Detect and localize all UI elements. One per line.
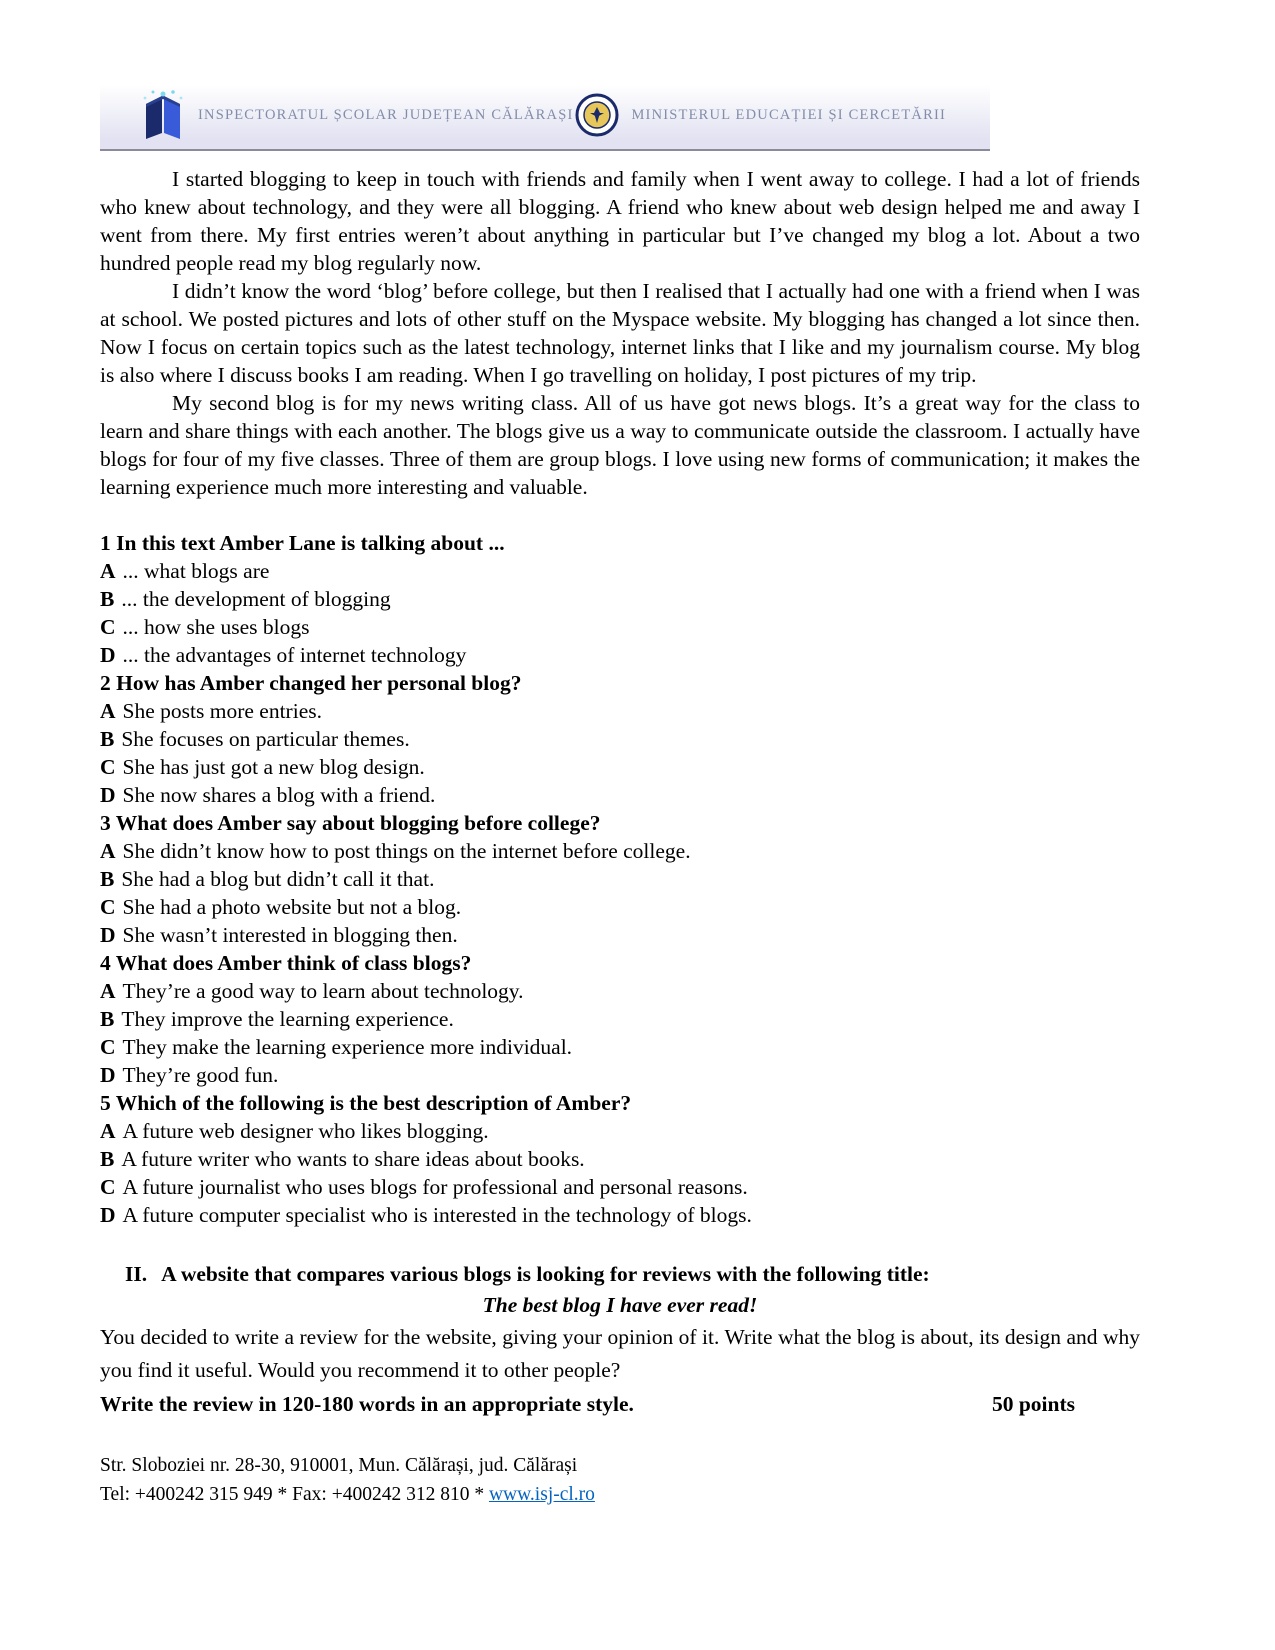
option-letter: D xyxy=(100,783,116,807)
ministry-block xyxy=(575,93,946,137)
option-text: She had a blog but didn’t call it that. xyxy=(121,867,435,891)
instruction-text: Write the review in 120-180 words in an appropriate style. xyxy=(100,1392,634,1416)
section-numeral: II. xyxy=(125,1262,148,1286)
reading-passage xyxy=(100,165,1140,501)
footer-contacts xyxy=(100,1480,1140,1509)
option-letter: C xyxy=(100,895,116,919)
option-row xyxy=(100,977,1140,1005)
option-letter: A xyxy=(100,559,116,583)
footer-link[interactable]: www.isj-cl.ro xyxy=(488,1484,595,1505)
option-letter: A xyxy=(100,839,116,863)
option-letter: C xyxy=(100,1175,116,1199)
option-letter: D xyxy=(100,923,116,947)
option-letter: B xyxy=(100,1147,115,1171)
option-row xyxy=(100,557,1140,585)
option-text: She now shares a blog with a friend. xyxy=(122,783,436,807)
section-heading-text: A website that compares various blogs is looking for reviews with the following title: xyxy=(161,1262,930,1286)
option-row xyxy=(100,865,1140,893)
option-letter: B xyxy=(100,867,115,891)
option-text: ... what blogs are xyxy=(122,559,270,583)
option-letter: D xyxy=(100,1203,116,1227)
option-text: They’re a good way to learn about technology. xyxy=(122,979,524,1003)
question-title: 2 How has Amber changed her personal blog? xyxy=(100,671,522,695)
review-title: The best blog I have ever read! xyxy=(482,1293,758,1317)
question-block xyxy=(100,1089,1140,1229)
option-row xyxy=(100,1117,1140,1145)
question-title: 3 What does Amber say about blogging before college? xyxy=(100,811,601,835)
question-block xyxy=(100,529,1140,669)
option-letter: B xyxy=(100,587,115,611)
option-letter: A xyxy=(100,979,116,1003)
question-block xyxy=(100,809,1140,949)
questions-section xyxy=(100,529,1140,1229)
option-row xyxy=(100,613,1140,641)
option-text: They improve the learning experience. xyxy=(121,1007,454,1031)
option-row xyxy=(100,1145,1140,1173)
instruction-line xyxy=(100,1387,1140,1421)
option-row xyxy=(100,1201,1140,1229)
option-row xyxy=(100,1061,1140,1089)
writing-task-body: You decided to write a review for the website, giving your opinion of it. Write what the blog is about, its design and why you find it useful. Would you recommend it to other people? xyxy=(100,1325,1140,1382)
passage-paragraph: I started blogging to keep in touch with friends and family when I went away to college. I had a lot of friends who knew about technology, and they were all blogging. A friend who knew about web design helped me and away I went from there. My first entries weren’t about anything in particular but I’ve changed my blog a lot. About a two hundred people read my blog regularly now. xyxy=(100,167,1140,275)
option-text: A future writer who wants to share ideas about books. xyxy=(121,1147,585,1171)
option-row xyxy=(100,921,1140,949)
option-letter: C xyxy=(100,1035,116,1059)
inspectorate-name: INSPECTORATUL ȘCOLAR JUDEȚEAN CĂLĂRAȘI xyxy=(198,106,574,123)
inspectorate-block xyxy=(140,89,574,141)
option-letter: A xyxy=(100,699,116,723)
ministry-seal-icon xyxy=(575,93,619,137)
ministry-name: MINISTERUL EDUCAȚIEI ȘI CERCETĂRII xyxy=(631,106,946,123)
option-letter: C xyxy=(100,755,116,779)
page-header xyxy=(100,85,990,151)
question-block xyxy=(100,669,1140,809)
writing-task-heading xyxy=(100,1259,1140,1289)
option-letter: D xyxy=(100,643,116,667)
option-row xyxy=(100,585,1140,613)
option-row xyxy=(100,837,1140,865)
passage-paragraph: My second blog is for my news writing class. All of us have got news blogs. It’s a great way for the class to learn and share things with each another. The blogs give us a way to communicate outside the classroom. I actually have blogs for four of my five classes. Three of them are group blogs. I love using new forms of communication; it makes the learning experience much more interesting and valuable. xyxy=(100,391,1140,499)
option-text: She posts more entries. xyxy=(122,699,322,723)
writing-task-section xyxy=(100,1259,1140,1421)
option-row xyxy=(100,1005,1140,1033)
option-text: A future web designer who likes blogging. xyxy=(122,1119,489,1143)
option-row xyxy=(100,1173,1140,1201)
option-text: She has just got a new blog design. xyxy=(122,755,425,779)
points-label: 50 points xyxy=(991,1392,1075,1416)
question-title: 5 Which of the following is the best description of Amber? xyxy=(100,1091,632,1115)
option-letter: A xyxy=(100,1119,116,1143)
option-text: They’re good fun. xyxy=(122,1063,279,1087)
option-row xyxy=(100,753,1140,781)
option-row xyxy=(100,697,1140,725)
inspectorate-logo-icon xyxy=(140,89,186,141)
question-block xyxy=(100,949,1140,1089)
option-text: ... the development of blogging xyxy=(121,587,391,611)
option-text: She didn’t know how to post things on the internet before college. xyxy=(122,839,691,863)
option-text: ... how she uses blogs xyxy=(122,615,310,639)
option-row xyxy=(100,1033,1140,1061)
option-text: ... the advantages of internet technology xyxy=(122,643,467,667)
option-text: A future journalist who uses blogs for professional and personal reasons. xyxy=(122,1175,748,1199)
option-row xyxy=(100,781,1140,809)
page-footer xyxy=(100,1451,1140,1509)
question-title: 4 What does Amber think of class blogs? xyxy=(100,951,472,975)
option-row xyxy=(100,893,1140,921)
option-letter: D xyxy=(100,1063,116,1087)
option-text: A future computer specialist who is interested in the technology of blogs. xyxy=(122,1203,752,1227)
question-title: 1 In this text Amber Lane is talking about ... xyxy=(100,531,505,555)
option-text: She wasn’t interested in blogging then. xyxy=(122,923,458,947)
option-row xyxy=(100,641,1140,669)
option-text: She had a photo website but not a blog. xyxy=(122,895,462,919)
passage-paragraph: I didn’t know the word ‘blog’ before college, but then I realised that I actually had one with a friend when I was at school. We posted pictures and lots of other stuff on the Myspace website. My blogging has changed a lot since then. Now I focus on certain topics such as the latest technology, internet links that I like and my journalism course. My blog is also where I discuss books I am reading. When I go travelling on holiday, I post pictures of my trip. xyxy=(100,279,1140,387)
option-row xyxy=(100,725,1140,753)
option-letter: C xyxy=(100,615,116,639)
option-letter: B xyxy=(100,727,115,751)
option-text: They make the learning experience more individual. xyxy=(122,1035,573,1059)
footer-contacts-text: Tel: +400242 315 949 * Fax: +400242 312 810 * xyxy=(100,1484,489,1505)
footer-address: Str. Sloboziei nr. 28-30, 910001, Mun. Călărași, jud. Călărași xyxy=(100,1455,578,1476)
option-letter: B xyxy=(100,1007,115,1031)
option-text: She focuses on particular themes. xyxy=(121,727,410,751)
